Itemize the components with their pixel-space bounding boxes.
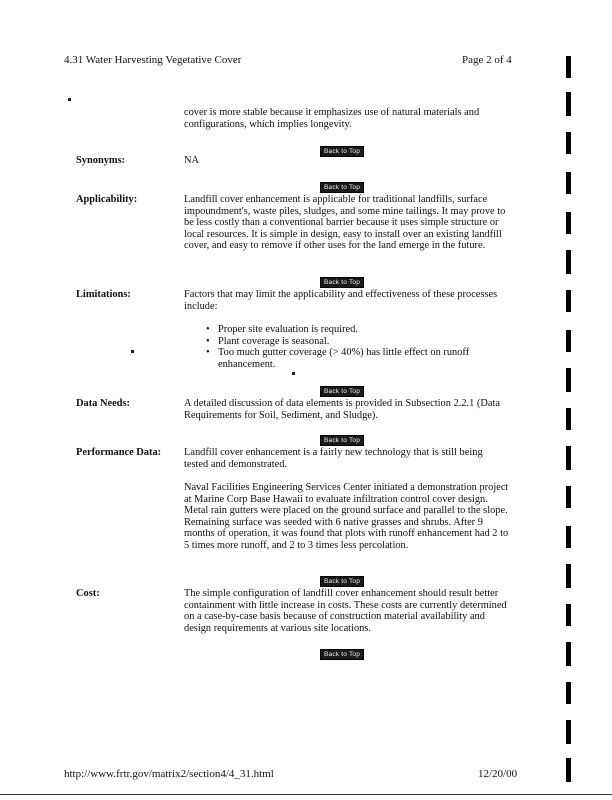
list-item: • Plant coverage is seasonal. <box>218 336 524 348</box>
list-item: • Proper site evaluation is required. <box>218 324 524 336</box>
performance-data-text-1: Landfill cover enhancement is a fairly new technology that is still being tested and demonstrated. <box>184 447 483 470</box>
performance-data-text-2: Naval Facilities Engineering Services Center initiated a demonstration project at Marine Corp Base Hawaii to evaluate infiltration control cover design. Metal rain gutters were placed on the ground surface and parallel to the slope. Remaining surface was seeded with 6 native grasses and shrubs. After 9 months of operation, it was found that plots with runoff enhancement had 2 to 5 times more runoff, and 2 to 3 times less percolation. <box>184 482 509 551</box>
synonyms-text: NA <box>184 155 200 166</box>
performance-data-label: Performance Data: <box>76 447 162 458</box>
limitations-label: Limitations: <box>76 289 131 300</box>
synonyms-label: Synonyms: <box>76 155 126 166</box>
back-to-top-button[interactable]: Back to Top <box>320 277 364 288</box>
back-to-top-button[interactable]: Back to Top <box>320 435 364 446</box>
page-number: Page 2 of 4 <box>462 54 512 66</box>
page-header-title: 4.31 Water Harvesting Vegetative Cover <box>64 54 242 66</box>
back-to-top-button[interactable]: Back to Top <box>320 649 364 660</box>
data-needs-text: A detailed discussion of data elements is provided in Subsection 2.2.1 (Data Requirements for Soil, Sediment, and Sludge). <box>184 398 500 421</box>
limitations-text: Factors that may limit the applicability and effectiveness of these processes include: <box>184 289 498 312</box>
cost-label: Cost: <box>76 588 100 599</box>
list-item: • Too much gutter coverage (> 40%) has little effect on runoff enhancement. <box>218 347 524 370</box>
applicability-label: Applicability: <box>76 194 138 205</box>
back-to-top-button[interactable]: Back to Top <box>320 182 364 193</box>
scan-speck <box>68 98 71 101</box>
intro-text: cover is more stable because it emphasizes use of natural materials and configurations, which implies longevity. <box>184 107 480 130</box>
scan-speck <box>292 372 295 375</box>
cost-text: The simple configuration of landfill cover enhancement should result better containment with little increase in costs. These costs are currently determined on a case-by-case basis because of construction material availability and design requirements at various site locations. <box>184 588 507 634</box>
back-to-top-button[interactable]: Back to Top <box>320 386 364 397</box>
limitations-list <box>202 324 524 370</box>
applicability-text: Landfill cover enhancement is applicable for traditional landfills, surface impoundment's, waste piles, sludges, and some mine tailings. It may prove to be less costly than a conventional barrier because it uses simple structure or local resources. It is simple in design, easy to install over an existing landfill cover, and easy to remove if other uses for the land emerge in the future. <box>184 194 506 252</box>
scan-speck <box>131 350 134 353</box>
page-url: http://www.frtr.gov/matrix2/section4/4_31.html <box>64 768 274 780</box>
print-date: 12/20/00 <box>478 768 518 780</box>
back-to-top-button[interactable]: Back to Top <box>320 576 364 587</box>
data-needs-label: Data Needs: <box>76 398 130 409</box>
back-to-top-button[interactable]: Back to Top <box>320 146 364 157</box>
bottom-rule <box>0 794 612 795</box>
